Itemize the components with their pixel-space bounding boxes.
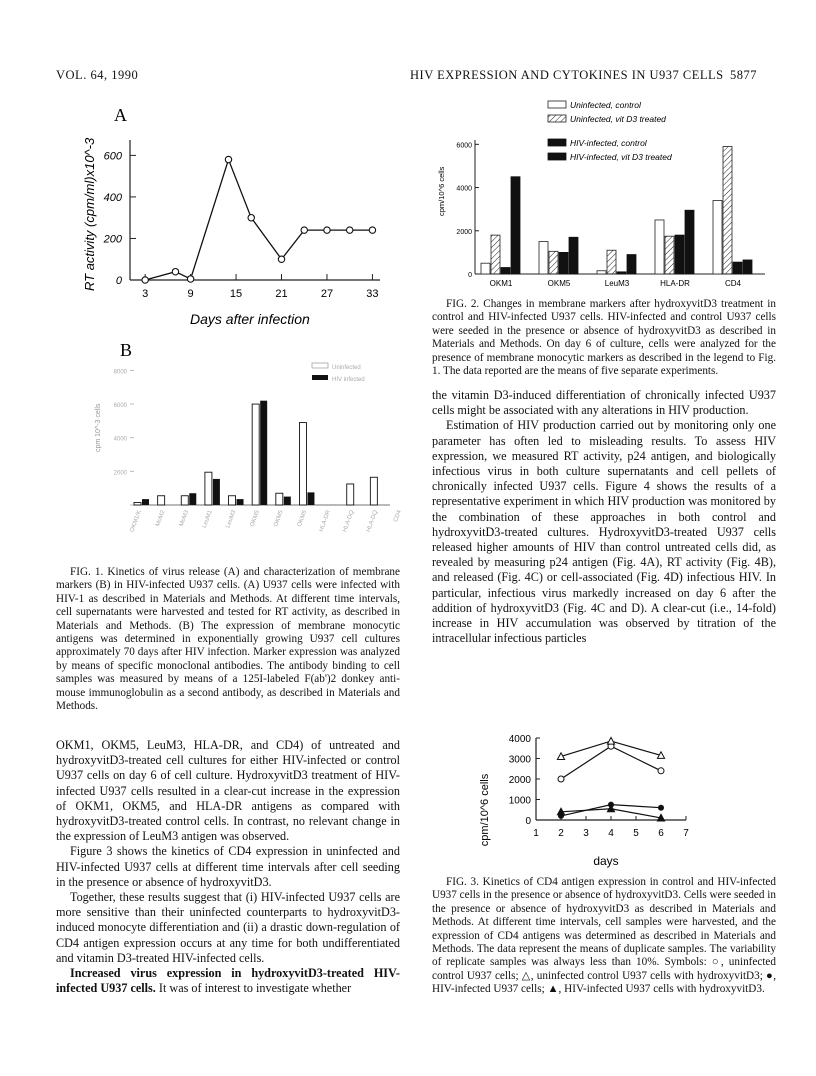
fig3-xtick-label: 7 bbox=[683, 828, 689, 839]
fig2-bar bbox=[481, 263, 490, 274]
fig1a-series-line bbox=[145, 160, 372, 280]
fig2-bar bbox=[723, 146, 732, 274]
fig1b-bar-hiv bbox=[284, 497, 291, 505]
left-paragraph-4-text: It was of interest to investigate whether bbox=[158, 981, 352, 996]
fig1b-category-label: HLA-DQ bbox=[365, 509, 380, 533]
fig2-legend-swatch bbox=[548, 139, 566, 146]
fig1a-xtick-label: 33 bbox=[366, 288, 379, 300]
fig2-bar bbox=[559, 252, 568, 274]
fig2-legend-label: Uninfected, vit D3 treated bbox=[570, 114, 666, 124]
header-volume: VOL. 64, 1990 bbox=[56, 68, 139, 82]
fig1a-xtick-label: 27 bbox=[320, 288, 334, 300]
fig2-bar bbox=[539, 242, 548, 274]
fig3-xtick-label: 2 bbox=[558, 828, 564, 839]
fig3-ytick-label: 3000 bbox=[508, 754, 531, 766]
fig2-category-label: LeuM3 bbox=[604, 279, 630, 288]
fig1b-ytick-label: 2000 bbox=[113, 470, 127, 477]
fig3-xtick-label: 4 bbox=[608, 828, 614, 839]
fig2-bar bbox=[733, 262, 742, 274]
fig1b-category-label: OKM5 bbox=[273, 509, 285, 528]
fig1a-ytick-label: 200 bbox=[103, 233, 122, 246]
fig2-bar bbox=[675, 235, 684, 274]
fig1a-ytick-label: 0 bbox=[115, 275, 122, 287]
fig1b-bar-uninfected bbox=[158, 496, 165, 505]
fig2-legend-label: HIV-infected, vit D3 treated bbox=[570, 152, 672, 162]
fig1b-bar-hiv bbox=[189, 493, 196, 505]
running-title: HIV EXPRESSION AND CYTOKINES IN U937 CELLS bbox=[410, 68, 724, 82]
fig2-legend-label: HIV-infected, control bbox=[570, 138, 647, 148]
fig2-bar bbox=[743, 260, 752, 274]
left-paragraph-1: OKM1, OKM5, LeuM3, HLA-DR, and CD4) of untreated and hydroxyvitD3-treated cell cultures for either HIV-infected or control U937 cells on day 6 of cell culture. HydroxyvitD3 treatment of HIV-infected U937 cells resulted in a clear-cut increase in the expression of OKM1, OKM5, and HLA-DR antigens as compared with hydroxyvitD3-treated control cells. In contrast, no relevant change in the expression of LeuM3 antigen was observed. bbox=[56, 738, 400, 844]
fig1a-point bbox=[225, 156, 231, 162]
fig1b-category-label: HLA-DR bbox=[318, 509, 332, 533]
fig3-caption: FIG. 3. Kinetics of CD4 antigen expression in control and HIV-infected U937 cells in the presence or absence of hydroxyvitD3. Cells were seeded in the presence or absence of hydroxyvitD3 as described in Materials and Methods. At different time intervals, cell samples were harvested, and the expression of CD4 antigens was determined as described in Materials and Methods. The data represent the means of duplicate samples. The variability of replicate samples was always less than 10%. Symbols: ○, uninfected control U937 cells; △, uninfected control U937 cells with hydroxyvitD3; ●, HIV-infected U937 cells; ▲, HIV-infected U937 cells with hydroxyvitD3. bbox=[432, 876, 776, 996]
fig1a-xlabel: Days after infection bbox=[190, 311, 310, 327]
fig1b-ytick-label: 6000 bbox=[113, 403, 127, 410]
fig1b-legend-swatch-uninfected bbox=[312, 363, 328, 368]
fig1b-bar-uninfected bbox=[205, 472, 212, 505]
fig2-legend-swatch bbox=[548, 101, 566, 108]
fig3-point-circle-filled bbox=[658, 805, 664, 811]
fig1b-category-label: OKM5 bbox=[249, 509, 262, 528]
fig1b-bar-uninfected bbox=[276, 493, 283, 505]
fig1-caption: FIG. 1. Kinetics of virus release (A) and characterization of membrane markers (B) in HIV-infected U937 cells. (A) U937 cells were infected with HIV-1 as described in Materials and Methods. At different time intervals, cell supernatants were harvested and tested for RT activity, as described in Materials and Methods. (B) The expression of membrane monocytic antigens was determined in exponentially growing U937 cell cultures approximately 70 days after HIV infection. Marker expression was analyzed by means of specific monoclonal antibodies. The antibody binding to cell samples was measured by means of a 125I-labeled F(ab')2 donkey anti-mouse immunoglobulin as a second antibody, as described in Materials and Methods. bbox=[56, 566, 400, 713]
fig1b-chart bbox=[90, 340, 403, 555]
fig2-ytick-label: 2000 bbox=[456, 228, 472, 236]
fig1b-panel-label: B bbox=[120, 340, 133, 360]
fig1a-point bbox=[248, 214, 254, 220]
fig2-ytick-label: 6000 bbox=[456, 142, 472, 150]
fig1a-point bbox=[187, 276, 193, 282]
fig1b-bar-hiv bbox=[237, 499, 244, 505]
fig1a-point bbox=[142, 277, 148, 283]
fig2-legend-swatch bbox=[548, 115, 566, 122]
fig1b-category-label: OKM1/K bbox=[129, 509, 143, 534]
fig2-bar bbox=[597, 271, 606, 274]
fig1a-ylabel: RT activity (cpm/ml)x10^-3 bbox=[82, 137, 97, 291]
fig1b-bar-uninfected bbox=[370, 477, 377, 505]
fig2-legend-swatch bbox=[548, 153, 566, 160]
fig1b-category-label: MoM2 bbox=[155, 509, 167, 528]
fig2-caption: FIG. 2. Changes in membrane markers after hydroxyvitD3 treatment in control and HIV-infected U937 cells. HIV-infected and control U937 cells were seeded in the presence or absence of hydroxyvitD3 as described in Materials and Methods. On day 6 of culture, cells were analyzed for the presence of membrane monocytic markers as described in the legend to Fig. 1. The data reported are the means of five separate experiments. bbox=[432, 298, 776, 378]
fig1a-point bbox=[278, 256, 284, 262]
fig3-point-triangle-open bbox=[607, 737, 614, 744]
fig2-bar bbox=[627, 255, 636, 274]
fig1a-ytick-label: 600 bbox=[103, 150, 122, 163]
left-paragraph-2: Figure 3 shows the kinetics of CD4 expression in uninfected and HIV-infected U937 cells at different time intervals after cell seeding in the presence or absence of hydroxyvitD3. bbox=[56, 844, 400, 889]
fig2-ytick-label: 4000 bbox=[456, 185, 472, 193]
fig3-xlabel: days bbox=[593, 854, 619, 868]
fig1b-bar-uninfected bbox=[252, 404, 259, 505]
fig2-bar bbox=[607, 250, 616, 274]
right-paragraph-2: Estimation of HIV production carried out by monitoring only one parameter has often led to misleading results. To assess HIV expression, we measured RT activity, p24 antigen, and biologically infectious virus in both culture supernatants and cell pellets of chronically infected U937 cells. Figure 4 shows the results of a representative experiment in which HIV production was monitored by the combination of these approaches in both control and hydroxyvitD3-treated cultures. HydroxyvitD3-treated U937 cells released higher amounts of HIV than control untreated cells did, as revealed by measuring p24 antigen (Fig. 4A), RT activity (Fig. 4B), and released (Fig. 4C) or cell-associated (Fig. 4D) infectious HIV. In particular, infectious virus markedly increased on day 6 after the addition of hydroxyvitD3 (Fig. 4C and D). A clear-cut (i.e., 14-fold) increase in HIV accumulation was observed by titration of the intracellular infectious particles bbox=[432, 418, 776, 646]
fig3-point-circle-open bbox=[658, 768, 664, 774]
fig2-category-label: CD4 bbox=[724, 279, 742, 288]
right-paragraph-1: the vitamin D3-induced differentiation of chronically infected U937 cells might be associated with any alterations in HIV production. bbox=[432, 388, 776, 418]
fig1a-xtick-label: 21 bbox=[275, 288, 288, 300]
fig3-point-circle-open bbox=[558, 776, 564, 782]
fig1a-xtick-label: 3 bbox=[142, 288, 149, 300]
fig2-bar bbox=[491, 235, 500, 274]
fig2-bar bbox=[655, 220, 664, 274]
fig1b-category-label: MoM3 bbox=[178, 509, 191, 528]
fig2-bar bbox=[549, 251, 558, 274]
left-paragraph-4 bbox=[56, 966, 400, 996]
fig1b-legend-hiv: HIV infected bbox=[332, 377, 365, 383]
fig1b-bar-hiv bbox=[260, 401, 267, 505]
left-column bbox=[56, 738, 400, 996]
fig2-ylabel: cpm/10^6 cells bbox=[437, 166, 446, 216]
fig3-ylabel: cpm/10^6 cells bbox=[479, 773, 491, 847]
right-column bbox=[432, 388, 776, 646]
fig1b-ytick-label: 8000 bbox=[113, 369, 127, 376]
fig2-category-label: HLA-DR bbox=[660, 279, 690, 288]
fig1a-xtick-label: 15 bbox=[229, 288, 243, 300]
fig2-bar bbox=[501, 268, 510, 274]
fig1a-point bbox=[369, 227, 375, 233]
fig1a-point bbox=[172, 268, 178, 274]
fig1a-ytick-label: 400 bbox=[103, 191, 122, 204]
page-number: 5877 bbox=[730, 68, 757, 82]
fig1b-bar-uninfected bbox=[299, 423, 306, 505]
fig2-category-label: OKM1 bbox=[489, 279, 513, 288]
fig1a-chart bbox=[70, 95, 400, 335]
fig1b-legend-swatch-hiv bbox=[312, 375, 328, 380]
fig3-ytick-label: 4000 bbox=[508, 734, 531, 745]
fig1b-bar-hiv bbox=[142, 499, 149, 505]
section-heading: Increased virus expression in hydroxyvitD3-treated HIV-infected U937 cells. bbox=[56, 966, 400, 996]
fig1b-category-label: LeuM1 bbox=[201, 509, 214, 529]
fig1b-bar-uninfected bbox=[229, 496, 236, 505]
fig1b-bar-hiv bbox=[213, 479, 220, 505]
fig1b-bar-uninfected bbox=[181, 496, 188, 505]
fig3-xtick-label: 6 bbox=[658, 828, 664, 839]
fig1b-ylabel: cpm 10^-3 cells bbox=[95, 403, 102, 452]
fig2-bar bbox=[569, 237, 578, 274]
fig1a-point bbox=[324, 227, 330, 233]
fig3-ytick-label: 0 bbox=[525, 816, 531, 827]
fig1b-category-label: OKM5 bbox=[296, 509, 309, 528]
fig2-category-label: OKM5 bbox=[547, 279, 571, 288]
fig2-bar bbox=[685, 210, 694, 274]
fig3-chart bbox=[460, 728, 720, 868]
fig2-bar bbox=[713, 201, 722, 274]
fig3-ytick-label: 1000 bbox=[508, 795, 531, 807]
fig2-ytick-label: 0 bbox=[468, 272, 472, 279]
fig2-bar bbox=[665, 236, 674, 274]
fig2-bar bbox=[511, 177, 520, 274]
fig3-xtick-label: 3 bbox=[583, 828, 589, 839]
fig3-xtick-label: 1 bbox=[533, 828, 539, 839]
fig1a-xtick-label: 9 bbox=[187, 288, 194, 300]
fig1a-panel-label: A bbox=[114, 105, 127, 125]
fig1a-point bbox=[346, 227, 352, 233]
fig1b-ytick-label: 4000 bbox=[113, 436, 127, 443]
left-paragraph-3: Together, these results suggest that (i) HIV-infected U937 cells are more sensitive than their uninfected counterparts to hydroxyvitD3-induced monocyte differentiation and (ii) a drastic down-regulation of CD4 antigen expression occurs at any time for both undifferentiated and vitamin D3-treated HIV-infected cells. bbox=[56, 890, 400, 965]
fig1b-category-label: CD4 bbox=[393, 509, 403, 523]
fig1b-bar-uninfected bbox=[347, 484, 354, 505]
fig3-ytick-label: 2000 bbox=[508, 775, 531, 786]
fig2-bar bbox=[617, 272, 626, 274]
fig2-legend-label: Uninfected, control bbox=[570, 100, 641, 110]
fig1b-category-label: HLA-DQ bbox=[342, 509, 356, 533]
fig1b-bar-uninfected bbox=[134, 502, 141, 505]
fig1a-point bbox=[301, 227, 307, 233]
fig1b-category-label: LeuM3 bbox=[225, 509, 238, 529]
fig1b-bar-hiv bbox=[307, 492, 314, 505]
fig2-chart bbox=[420, 98, 770, 296]
fig3-xtick-label: 5 bbox=[633, 828, 639, 839]
fig1b-legend-uninfected: Uninfected bbox=[332, 365, 361, 371]
